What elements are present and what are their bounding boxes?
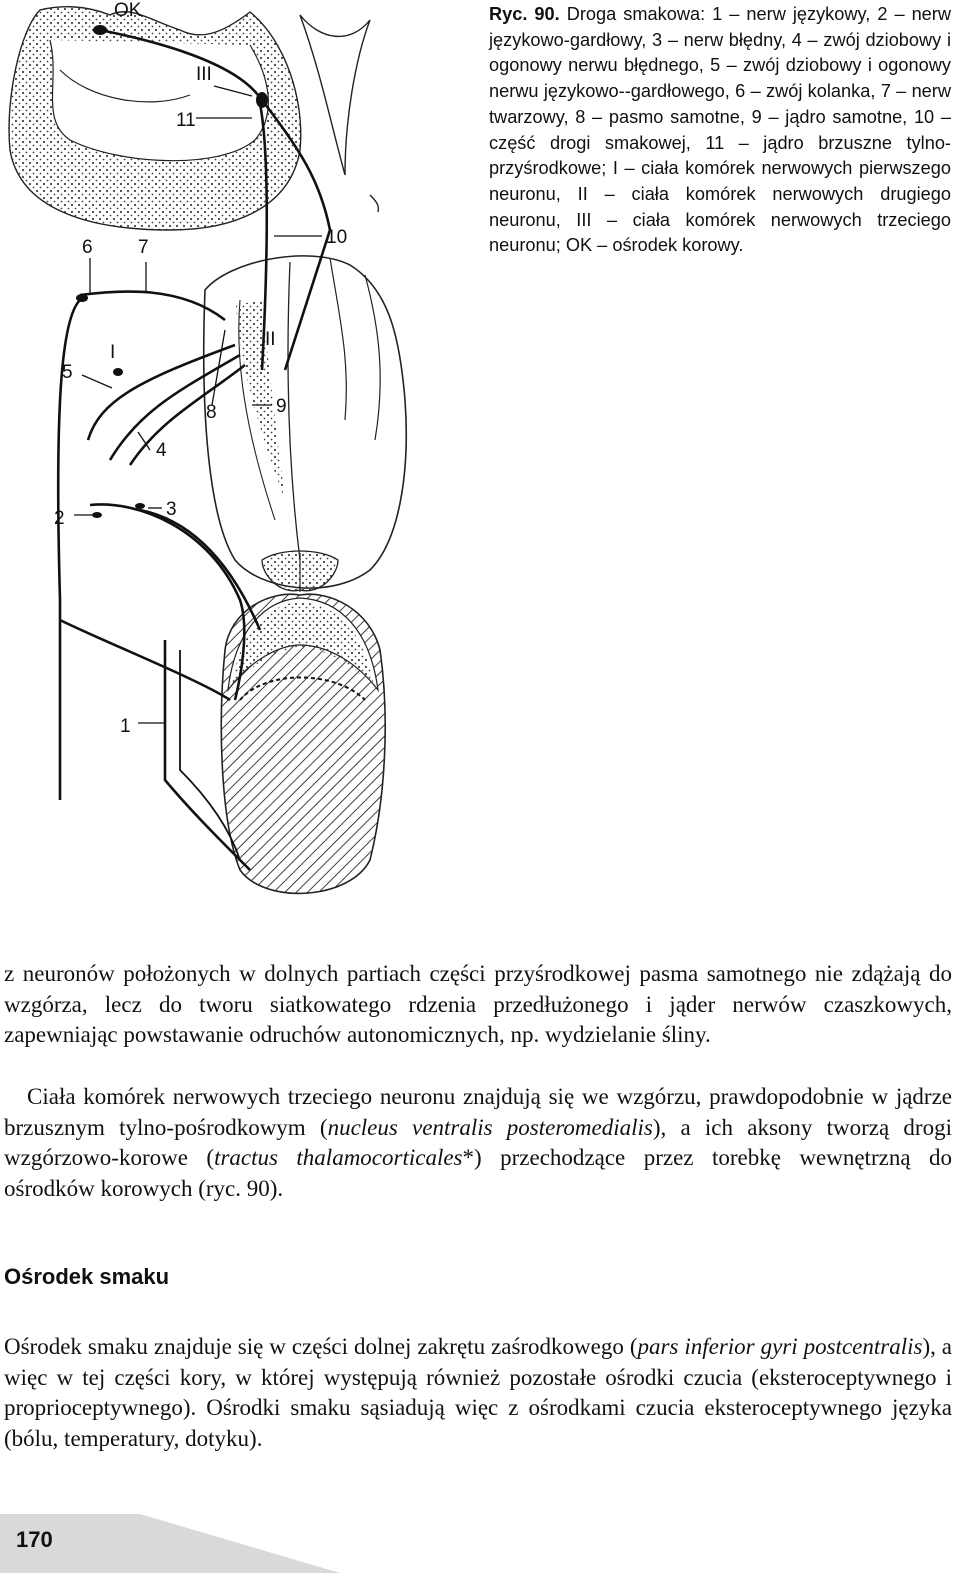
paragraph-2-text: Ciała komórek nerwowych trzeciego neuronu znajdują się we wzgórzu, prawdopodobnie w jądrze brzusznym tylno-pośrodkowym ( (4, 1084, 952, 1140)
caption-title: Ryc. 90. (489, 4, 560, 24)
latin-term: tractus thalamocorticales (214, 1145, 463, 1170)
label-11: 11 (176, 110, 196, 131)
paragraph-3-text: ), a więc w tej części kory, w której występują również pozostałe ośrodki czucia (eksteroceptywnego i proprioceptywnego). Ośrodki smaku sąsiadują więc z ośrodkami czucia eksteroceptywnego języka (bólu, temperatury, dotyku). (4, 1334, 953, 1451)
paragraph-3 (4, 1332, 952, 1454)
latin-term: nucleus ventralis posteromedialis (327, 1114, 653, 1140)
label-1: 1 (120, 716, 131, 737)
paragraph-3-text: Ośrodek smaku znajduje się w części dolnej zakrętu zaśrodkowego ( (4, 1334, 638, 1359)
label-5: 5 (62, 362, 73, 383)
label-iii: III (196, 64, 212, 85)
label-6: 6 (82, 237, 93, 258)
paragraph-2-text: *) przechodzące przez torebkę wewnętrzną do ośrodków korowych (ryc. 90). (4, 1145, 952, 1201)
label-10: 10 (326, 227, 348, 248)
taste-pathway-figure (0, 0, 490, 910)
label-2: 2 (54, 508, 65, 529)
label-9: 9 (276, 396, 287, 417)
paragraph-1: z neuronów położonych w dolnych partiach części przyśrodkowej pasma samotnego nie zdążają do wzgórza, lecz do tworu siatkowatego rdzenia przedłużonego i jąder nerwów czaszkowych, zapewniając powstawanie odruchów autonomicznych, np. wydzielanie śliny. (4, 961, 952, 1047)
label-7: 7 (138, 237, 149, 258)
label-i: I (110, 342, 116, 363)
caption-text: Droga smakowa: 1 – nerw językowy, 2 – nerw językowo-gardłowy, 3 – nerw błędny, 4 – zwój dziobowy i ogonowy nerwu błędnego, 5 – zwój dziobowy i ogonowy nerwu językowo--gardłowego, 6 – zwój kolanka, 7 – nerw twarzowy, 8 – pasmo samotne, 9 – jądro samotne, 10 – część drogi smakowej, 11 – jądro brzuszne tylno-przyśrodkowe; I – ciała komórek nerwowych pierwszego neuronu, II – ciała komórek nerwowych drugiego neuronu, III – ciała komórek nerwowych trzeciego neuronu; OK – ośrodek korowy. (489, 4, 951, 256)
label-4: 4 (156, 440, 167, 461)
label-ok: OK (114, 0, 142, 21)
label-8: 8 (206, 402, 217, 423)
section-heading: Ośrodek smaku (4, 1264, 170, 1289)
label-3: 3 (166, 499, 177, 520)
label-ii: II (265, 329, 276, 350)
paragraph-2-text: ), a ich aksony tworzą drogi wzgórzowo-korowe ( (4, 1114, 952, 1170)
page-number: 170 (16, 1527, 53, 1552)
paragraph-2 (4, 1082, 952, 1204)
figure-caption (489, 2, 951, 259)
latin-term: pars inferior gyri postcentralis (637, 1334, 923, 1359)
